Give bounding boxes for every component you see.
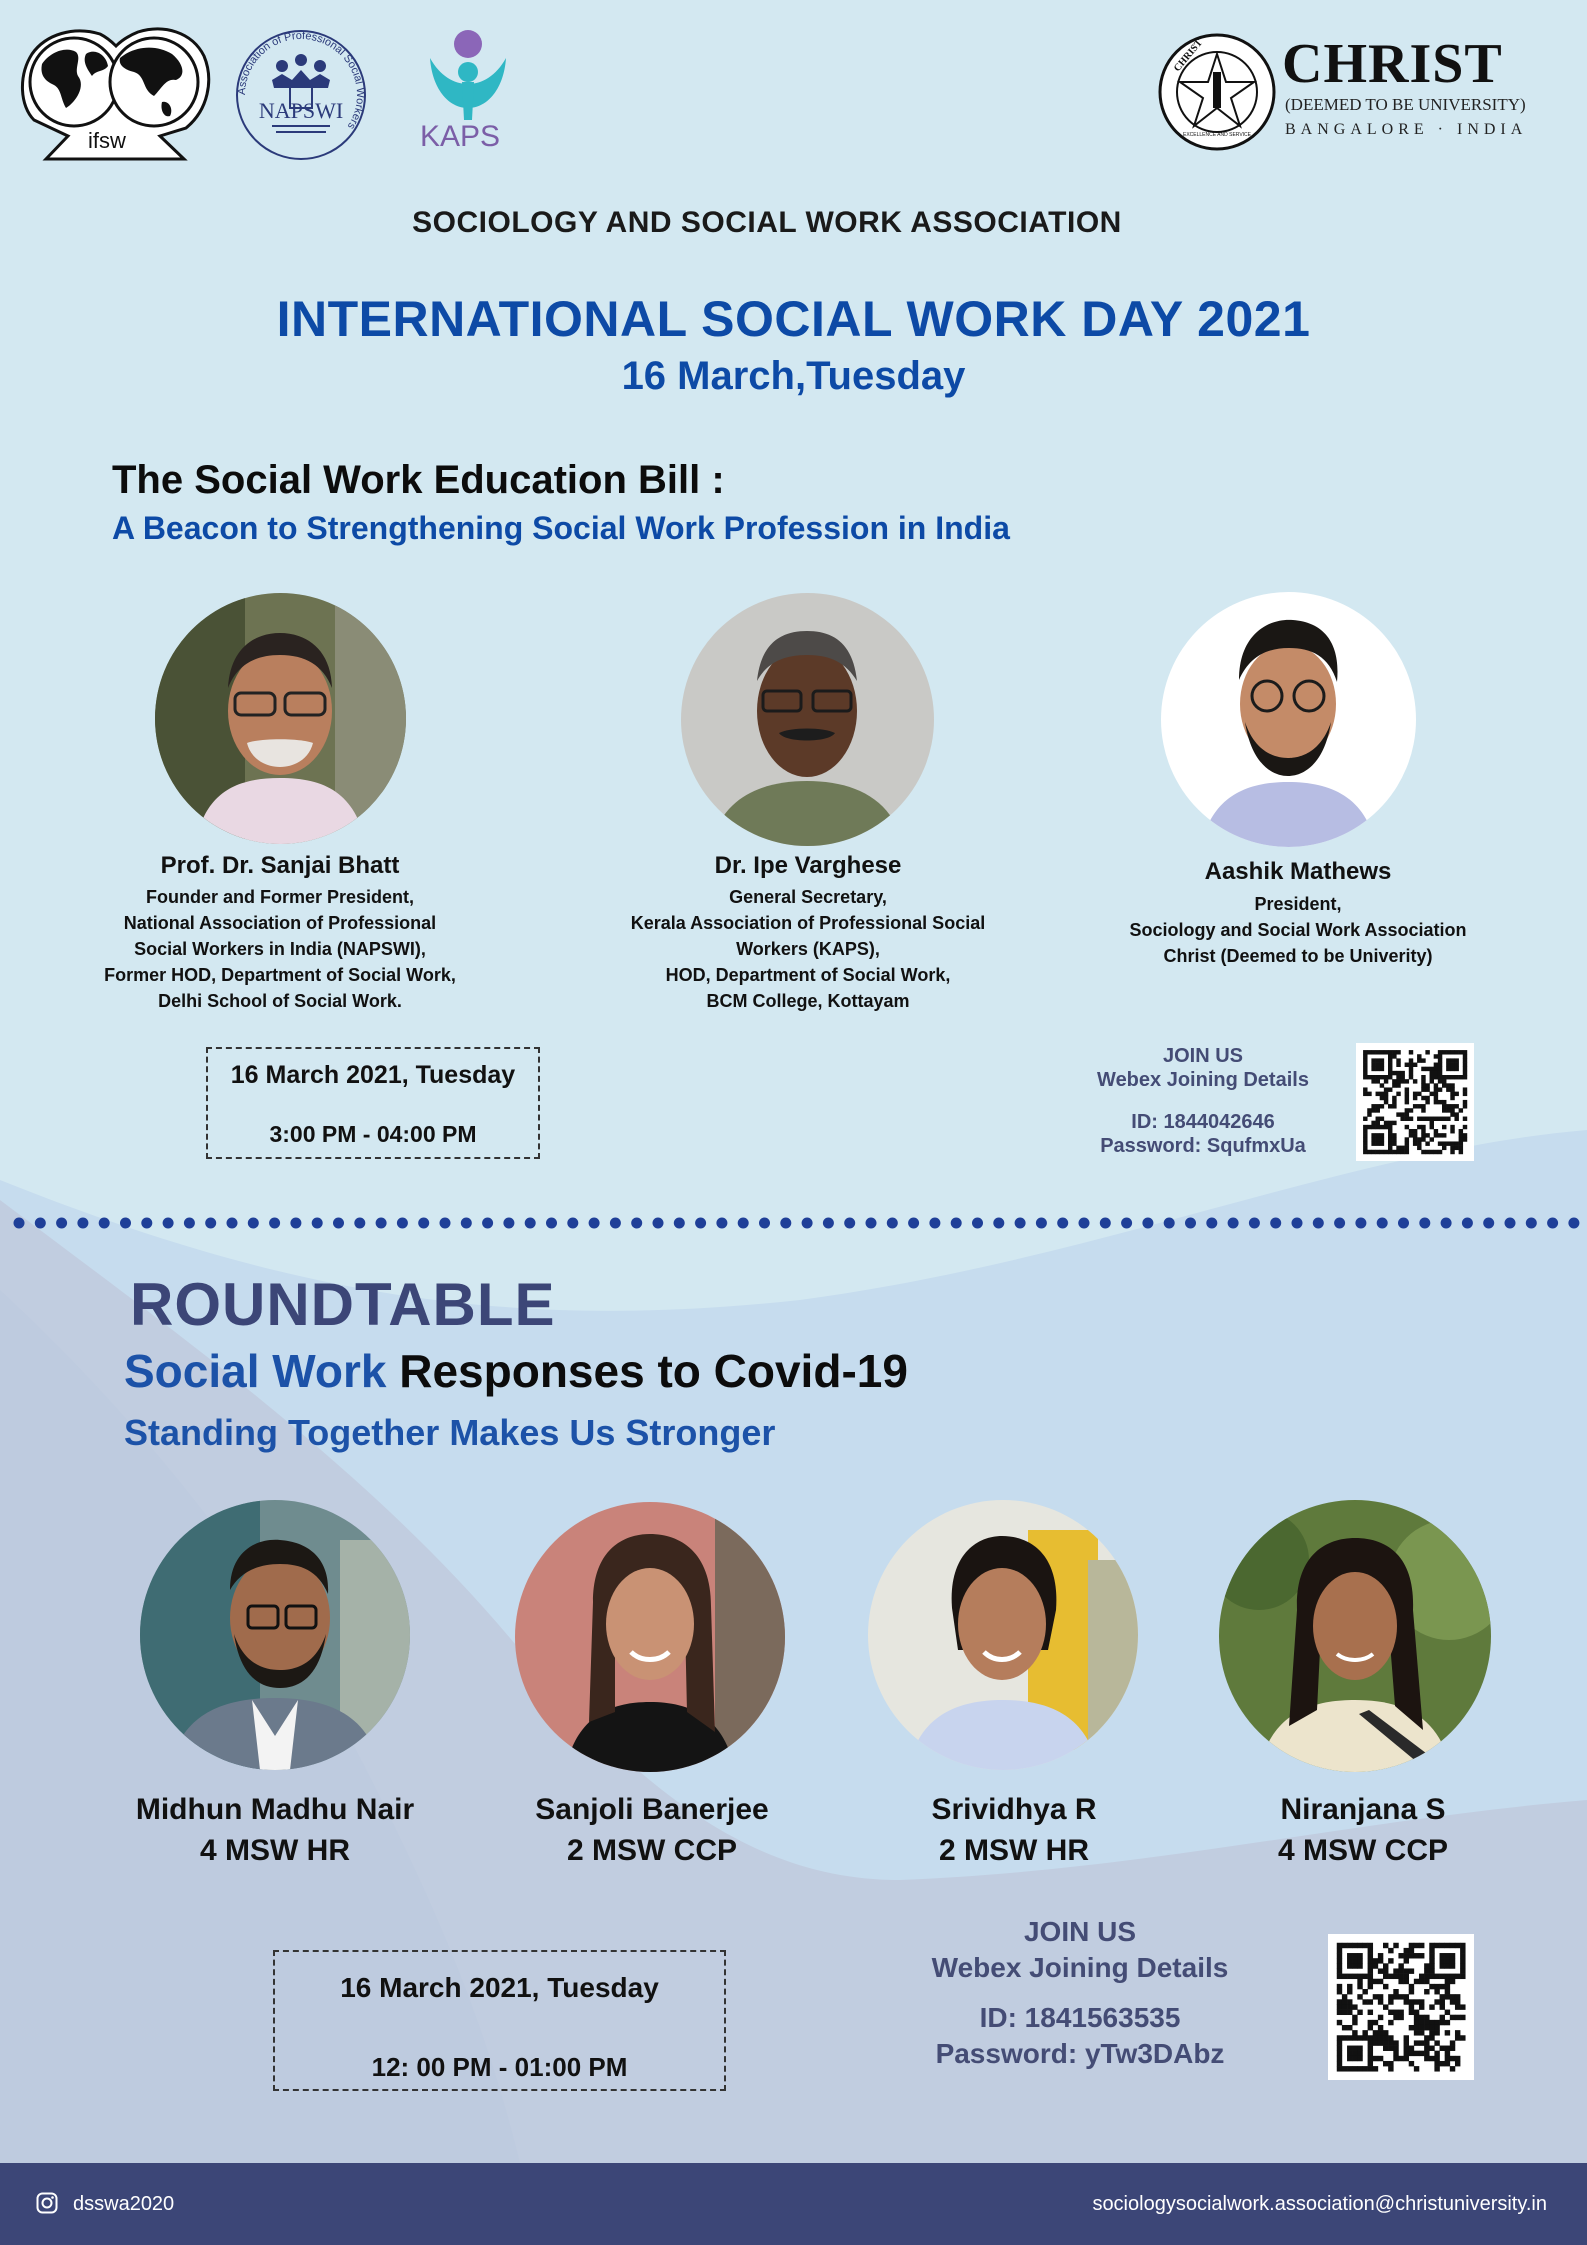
kaps-logo xyxy=(418,28,518,122)
join-us-label: JOIN US xyxy=(1023,1916,1137,1947)
roundtable-tagline: Standing Together Makes Us Stronger xyxy=(124,1412,776,1453)
instagram-icon[interactable] xyxy=(36,2192,58,2214)
qr-code-session[interactable] xyxy=(1356,1043,1474,1161)
speaker-bio-line: Christ (Deemed to be Univerity) xyxy=(1163,946,1433,966)
speaker-bio xyxy=(588,884,1028,1014)
panelist-program: 2 MSW HR xyxy=(939,1834,1089,1867)
speaker-bio-line: President, xyxy=(1254,894,1342,914)
webex-meeting-id[interactable]: ID: 1844042646 xyxy=(1131,1111,1275,1133)
footer xyxy=(0,2163,1587,2245)
speaker-bio-line: General Secretary, xyxy=(729,887,887,907)
speaker-bio-line: Founder and Former President, xyxy=(145,887,415,907)
speaker-bio xyxy=(60,884,500,1014)
speaker-photo-sanjai-bhatt xyxy=(155,593,406,844)
napswi-logo xyxy=(232,28,370,162)
event-date: 16 March,Tuesday xyxy=(621,354,966,398)
join-us-label: JOIN US xyxy=(1162,1045,1244,1067)
event-title: INTERNATIONAL SOCIAL WORK DAY 2021 xyxy=(276,291,1311,347)
speaker-bio-line: Social Workers in India (NAPSWI), xyxy=(134,939,426,959)
contact-email[interactable]: sociologysocialwork.association@christuniversity.in xyxy=(1092,2193,1547,2215)
speaker-name: Aashik Mathews xyxy=(1204,858,1392,885)
qr-code-roundtable[interactable] xyxy=(1328,1934,1474,2080)
speaker-bio-line: National Association of Professional xyxy=(123,913,437,933)
christ-seal-logo xyxy=(1156,32,1278,152)
webex-join-details-roundtable xyxy=(910,1914,1250,2072)
speaker-name: Prof. Dr. Sanjai Bhatt xyxy=(160,852,400,879)
speaker-photo-ipe-varghese xyxy=(681,593,934,846)
speaker-bio-line: Delhi School of Social Work. xyxy=(158,991,402,1011)
christ-logo-name: CHRIST xyxy=(1282,33,1503,95)
roundtable-time: 12: 00 PM - 01:00 PM xyxy=(371,2052,628,2082)
panelist-name: Srividhya R xyxy=(931,1793,1097,1826)
kaps-logo-text: KAPS xyxy=(420,120,501,153)
ifsw-logo-text: ifsw xyxy=(88,128,126,153)
speaker-bio-line: Workers (KAPS), xyxy=(736,939,880,959)
roundtable-date-box xyxy=(273,1950,726,2091)
panelist-program: 2 MSW CCP xyxy=(566,1834,737,1867)
session-title: The Social Work Education Bill : xyxy=(112,458,725,502)
panelist-photo-niranjana xyxy=(1219,1500,1491,1772)
panelist-program: 4 MSW HR xyxy=(200,1834,350,1867)
panelist-name: Sanjoli Banerjee xyxy=(535,1793,769,1826)
christ-logo-deemed: (DEEMED TO BE UNIVERSITY) xyxy=(1285,95,1526,114)
christ-seal-motto: EXCELLENCE AND SERVICE xyxy=(1183,132,1251,138)
speaker-bio-line: HOD, Department of Social Work, xyxy=(665,965,951,985)
qr-code-pattern xyxy=(1356,1043,1474,1161)
session-time: 3:00 PM - 04:00 PM xyxy=(269,1121,477,1147)
panelist-photo-srividhya xyxy=(868,1500,1138,1770)
webex-join-details xyxy=(1060,1044,1346,1158)
roundtable-subtitle xyxy=(124,1344,908,1398)
qr-code-pattern xyxy=(1328,1934,1474,2080)
christ-seal-text: CHRIST xyxy=(1171,37,1205,74)
speaker-bio-line: Sociology and Social Work Association xyxy=(1129,920,1467,940)
webex-label: Webex Joining Details xyxy=(1097,1069,1309,1091)
panelist-photo-sanjoli xyxy=(515,1502,785,1772)
webex-label: Webex Joining Details xyxy=(931,1952,1229,1983)
organizer-heading: SOCIOLOGY AND SOCIAL WORK ASSOCIATION xyxy=(412,206,1122,239)
roundtable-heading: ROUNDTABLE xyxy=(130,1271,556,1338)
roundtable-date: 16 March 2021, Tuesday xyxy=(340,1972,659,2003)
session-subtitle: A Beacon to Strengthening Social Work Profession in India xyxy=(112,510,1010,546)
speaker-bio-line: Kerala Association of Professional Social xyxy=(630,913,986,933)
speaker-photo-aashik-mathews xyxy=(1161,592,1416,847)
napswi-letters: NAPSWI xyxy=(258,98,344,123)
roundtable-subtitle-blue: Social Work xyxy=(124,1345,387,1397)
speaker-bio xyxy=(1078,891,1518,969)
panelist-name: Niranjana S xyxy=(1280,1793,1446,1826)
napswi-ring-text: Association of Professional Social Workers xyxy=(235,29,367,132)
speaker-bio-line: Former HOD, Department of Social Work, xyxy=(104,965,456,985)
dotted-divider xyxy=(12,1216,1587,1230)
panelist-name: Midhun Madhu Nair xyxy=(135,1793,415,1826)
session-date: 16 March 2021, Tuesday xyxy=(230,1061,516,1089)
webex-meeting-id[interactable]: ID: 1841563535 xyxy=(979,2002,1181,2033)
roundtable-subtitle-black: Responses to Covid-19 xyxy=(386,1345,908,1397)
instagram-handle[interactable]: dsswa2020 xyxy=(73,2193,175,2215)
christ-logo-location: BANGALORE · INDIA xyxy=(1285,121,1528,138)
panelist-program: 4 MSW CCP xyxy=(1277,1834,1448,1867)
webex-password[interactable]: Password: yTw3DAbz xyxy=(935,2038,1225,2069)
session-date-box xyxy=(206,1047,540,1159)
ifsw-logo xyxy=(16,24,212,162)
speaker-bio-line: BCM College, Kottayam xyxy=(706,991,910,1011)
panelist-photo-midhun xyxy=(140,1500,410,1770)
speaker-name: Dr. Ipe Varghese xyxy=(714,852,902,879)
webex-password[interactable]: Password: SqufmxUa xyxy=(1100,1135,1306,1157)
